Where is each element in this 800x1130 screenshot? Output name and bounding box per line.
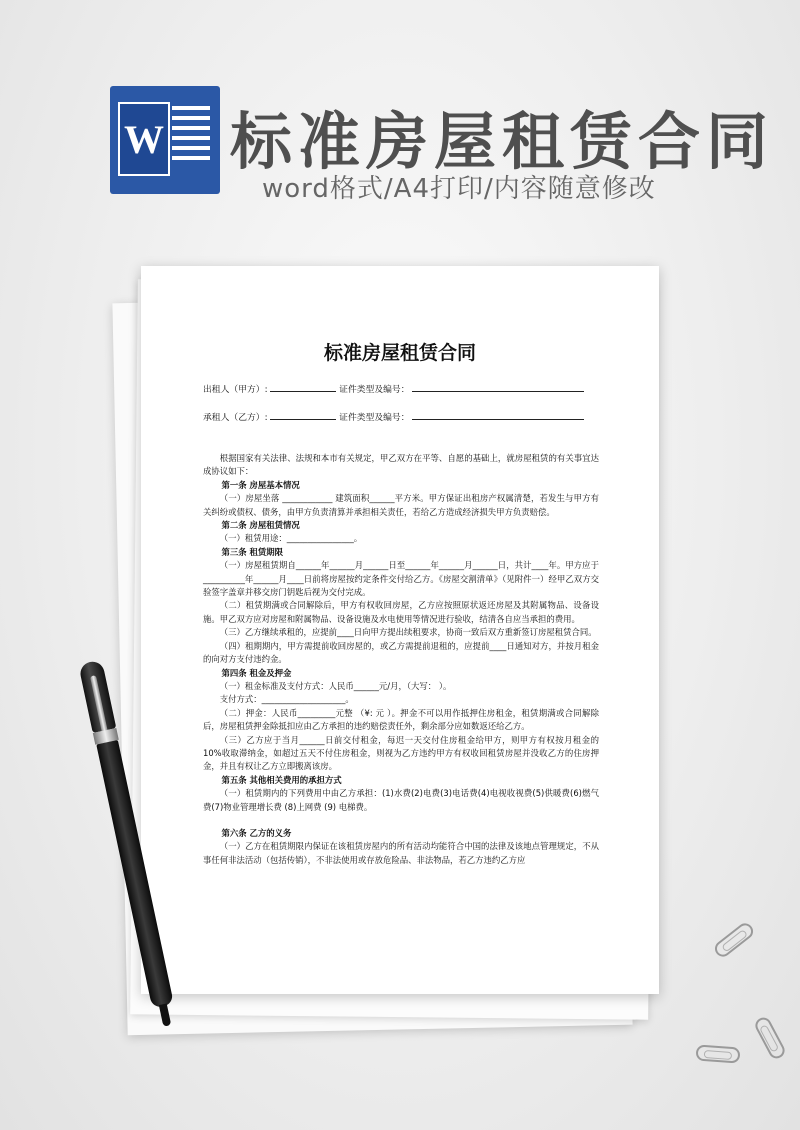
paragraph: （一）房屋坐落 ____________ 建筑面积______平方米。甲方保证出租房产权属清楚，若发生与甲方有关纠纷或债权、债务，由甲方负责清算并承担相关责任，若给乙方造成经济损失甲方负责赔偿。 bbox=[203, 493, 599, 517]
lessee-line bbox=[203, 410, 584, 423]
article-heading: 第五条 其他相关费用的承担方式 bbox=[221, 774, 342, 785]
spacer bbox=[203, 814, 599, 827]
paragraph: 根据国家有关法律、法规和本市有关规定，甲乙双方在平等、自愿的基础上，就房屋租赁的有关事宜达成协议如下： bbox=[203, 453, 599, 477]
article-heading: 第六条 乙方的义务 bbox=[221, 827, 292, 838]
article-heading: 第四条 租金及押金 bbox=[221, 667, 292, 678]
paragraph: （一）租金标准及支付方式：人民币______元/月，（大写： ）。 bbox=[219, 680, 452, 691]
lessor-name-blank bbox=[270, 383, 336, 392]
banner-subtitle: word格式/A4打印/内容随意修改 bbox=[262, 174, 656, 204]
paragraph: （一）房屋租赁期自______年______月______日至______年______月______日，共计____年。甲方应于__________年______月____日前将房屋按约定条件交付给乙方。《房屋交割清单》（见附件一）经甲乙双方交验签字盖章并移交房门钥匙后视为交付完成。 bbox=[203, 560, 599, 598]
banner-title: 标准房屋租赁合同 bbox=[230, 105, 775, 178]
lessor-label: 出租人（甲方）: bbox=[203, 385, 268, 395]
paragraph: （二）押金：人民币_________元整 （¥: 元 ）。押金不可以用作抵押住房租金，租赁期满或合同解除后，房屋租赁押金除抵扣应由乙方承担的违约赔偿责任外，剩余部分应如数返还给乙方。 bbox=[203, 707, 599, 732]
paragraph: 支付方式：____________________。 bbox=[219, 694, 354, 705]
word-lines-icon bbox=[172, 106, 210, 166]
word-letter: W bbox=[118, 102, 170, 176]
lessor-id-label: 证件类型及编号： bbox=[339, 385, 410, 395]
lessee-id-blank bbox=[412, 411, 584, 420]
lessee-name-blank bbox=[270, 411, 336, 420]
document-page bbox=[141, 266, 659, 994]
lessor-id-blank bbox=[412, 383, 584, 392]
paragraph: （一）租赁用途：________________。 bbox=[219, 533, 363, 544]
lessee-id-label: 证件类型及编号： bbox=[339, 413, 410, 423]
paragraph: （一）乙方在租赁期限内保证在该租赁房屋内的所有活动均能符合中国的法律及该地点管理规定，不从事任何非法活动（包括传销），不非法使用或存放危险品、非法物品，若乙方违约乙方应 bbox=[203, 841, 599, 865]
lessee-label: 承租人（乙方）: bbox=[203, 413, 268, 423]
article-heading: 第三条 租赁期限 bbox=[221, 546, 284, 557]
paragraph: （四）租期期内，甲方需提前收回房屋的，或乙方需提前退租的，应提前____日通知对方，并按月租金的向对方支付违约金。 bbox=[203, 640, 599, 665]
paragraph: （三）乙方继续承租的，应提前____日向甲方提出续租要求，协商一致后双方重新签订房屋租赁合同。 bbox=[219, 627, 597, 638]
contract-body bbox=[203, 452, 599, 867]
paperclip-icon bbox=[695, 1044, 740, 1063]
lessor-line bbox=[203, 382, 584, 395]
article-heading: 第二条 房屋租赁情况 bbox=[221, 520, 300, 531]
paragraph: （二）租赁期满或合同解除后，甲方有权收回房屋，乙方应按照原状返还房屋及其附属物品、设备设施。甲乙双方应对房屋和附属物品、设备设施及水电使用等情况进行验收，结清各自应当承担的费用。 bbox=[203, 600, 599, 624]
article-heading: 第一条 房屋基本情况 bbox=[221, 479, 300, 490]
paragraph: （三）乙方应于当月______日前交付租金，每迟一天交付住房租金给甲方，则甲方有权按月租金的 10%收取滞纳金，如超过五天不付住房租金，则视为乙方违约甲方有权收回租赁房屋并没收乙方的住房押金，并且有权让乙方立即搬离该房。 bbox=[203, 734, 599, 772]
word-logo-icon bbox=[110, 86, 220, 194]
paragraph: （一）租赁期内的下列费用中由乙方承担：(1)水费(2)电费(3)电话费(4)电视收视费(5)供暖费(6)燃气费(7)物业管理增长费 (8)上网费 (9) 电梯费。 bbox=[203, 788, 599, 812]
document-title: 标准房屋租赁合同 bbox=[323, 342, 476, 364]
